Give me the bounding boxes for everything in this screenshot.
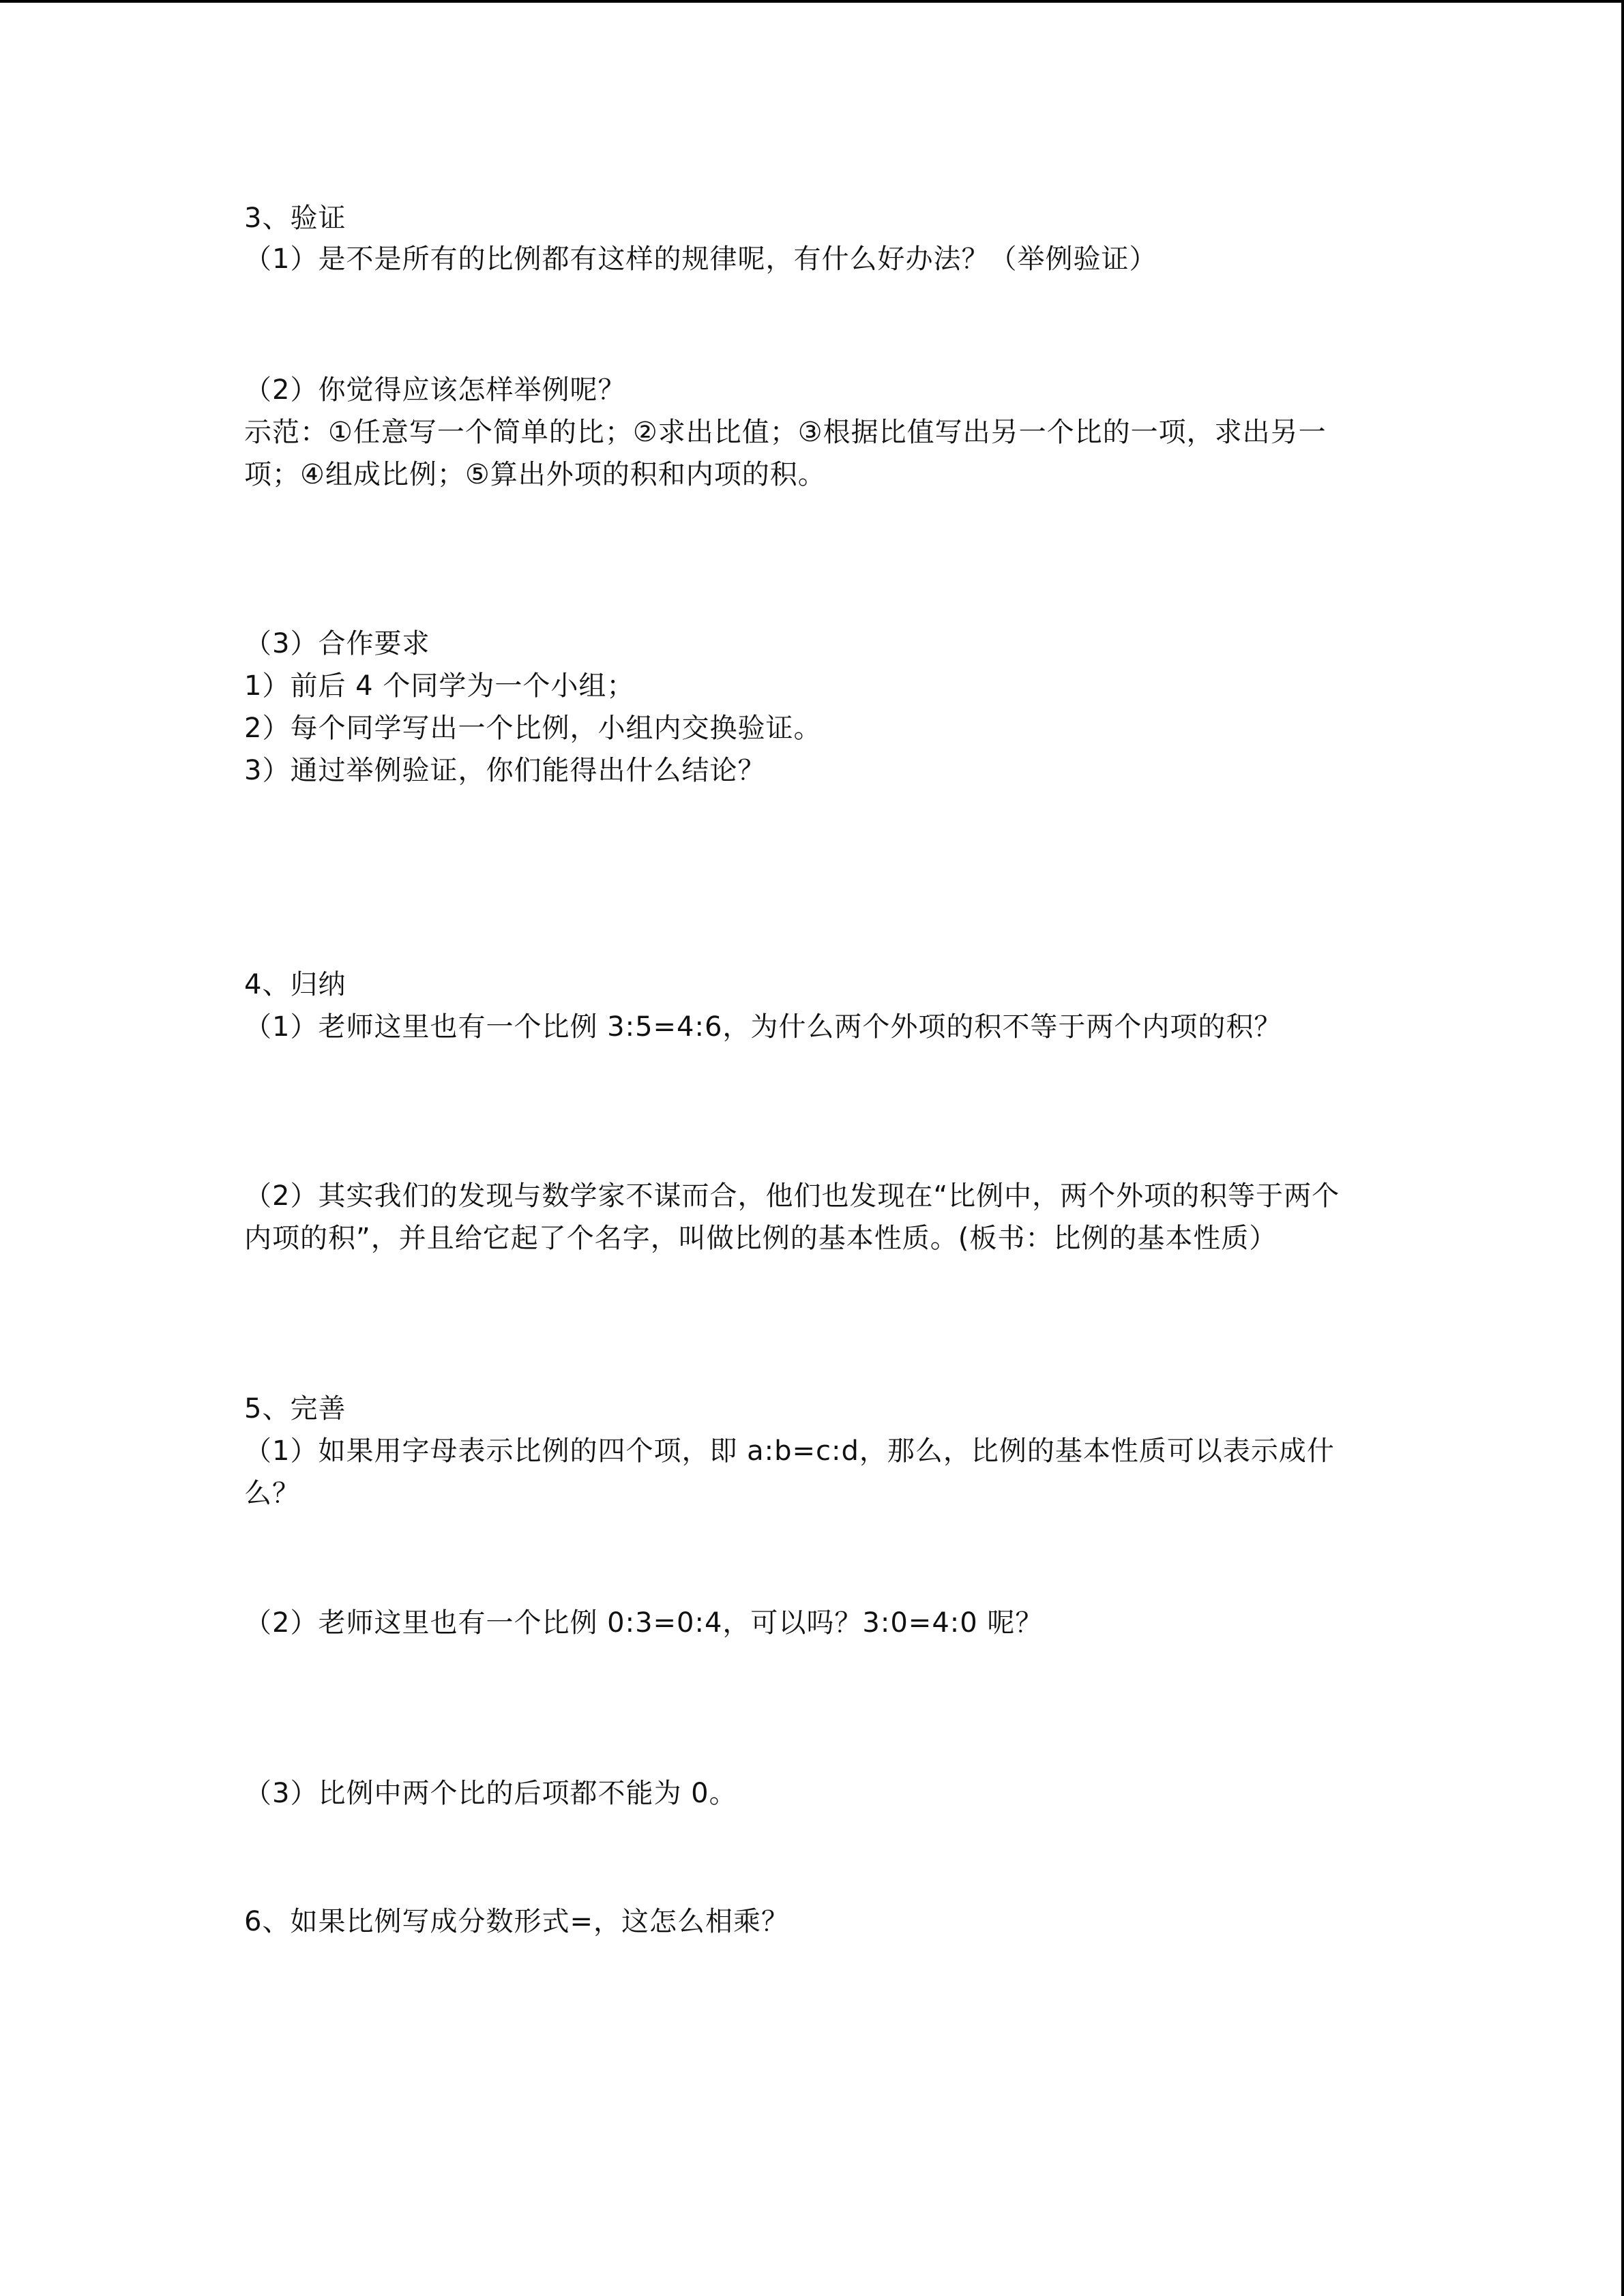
list-item-cooperation-2: 2）每个同学写出一个比例，小组内交换验证。: [244, 713, 822, 744]
paragraph-cooperation-heading: （3）合作要求: [244, 628, 430, 659]
list-item-cooperation-3: 3）通过举例验证，你们能得出什么结论？: [244, 755, 766, 786]
list-item-cooperation-1: 1）前后 4 个同学为一个小组；: [244, 670, 635, 702]
paragraph-demo-line2: 项；④组成比例；⑤算出外项的积和内项的积。: [244, 459, 826, 490]
paragraph-improve-q2: （2）老师这里也有一个比例 0:3=0:4，可以吗？3:0=4:0 呢？: [244, 1607, 1044, 1639]
paragraph-improve-q1-line2: 么？: [244, 1478, 300, 1509]
paragraph-verify-q1: （1）是不是所有的比例都有这样的规律呢，有什么好办法？（举例验证）: [244, 243, 1157, 275]
paragraph-summarize-q1: （1）老师这里也有一个比例 3:5=4:6，为什么两个外项的积不等于两个内项的积？: [244, 1011, 1282, 1043]
section-heading-verify: 3、验证: [244, 203, 346, 234]
paragraph-verify-q2: （2）你觉得应该怎样举例呢？: [244, 374, 626, 406]
paragraph-summarize-q2-line2: 内项的积”，并且给它起了个名字，叫做比例的基本性质。(板书：比例的基本性质）: [244, 1223, 1278, 1254]
page-border-top: [0, 0, 1624, 3]
paragraph-demo-line1: 示范：①任意写一个简单的比；②求出比值；③根据比值写出另一个比的一项，求出另一: [244, 417, 1327, 448]
section-heading-summarize: 4、归纳: [244, 969, 346, 1000]
section-heading-fraction-form: 6、如果比例写成分数形式=，这怎么相乘？: [244, 1906, 789, 1937]
page-border-right: [1621, 0, 1624, 2296]
paragraph-summarize-q2-line1: （2）其实我们的发现与数学家不谋而合，他们也发现在“比例中，两个外项的积等于两个: [244, 1180, 1340, 1212]
paragraph-improve-q1-line1: （1）如果用字母表示比例的四个项，即 a:b=c:d，那么，比例的基本性质可以表示成什: [244, 1435, 1335, 1467]
paragraph-improve-q3: （3）比例中两个比的后项都不能为 0。: [244, 1778, 737, 1809]
section-heading-improve: 5、完善: [244, 1393, 346, 1425]
